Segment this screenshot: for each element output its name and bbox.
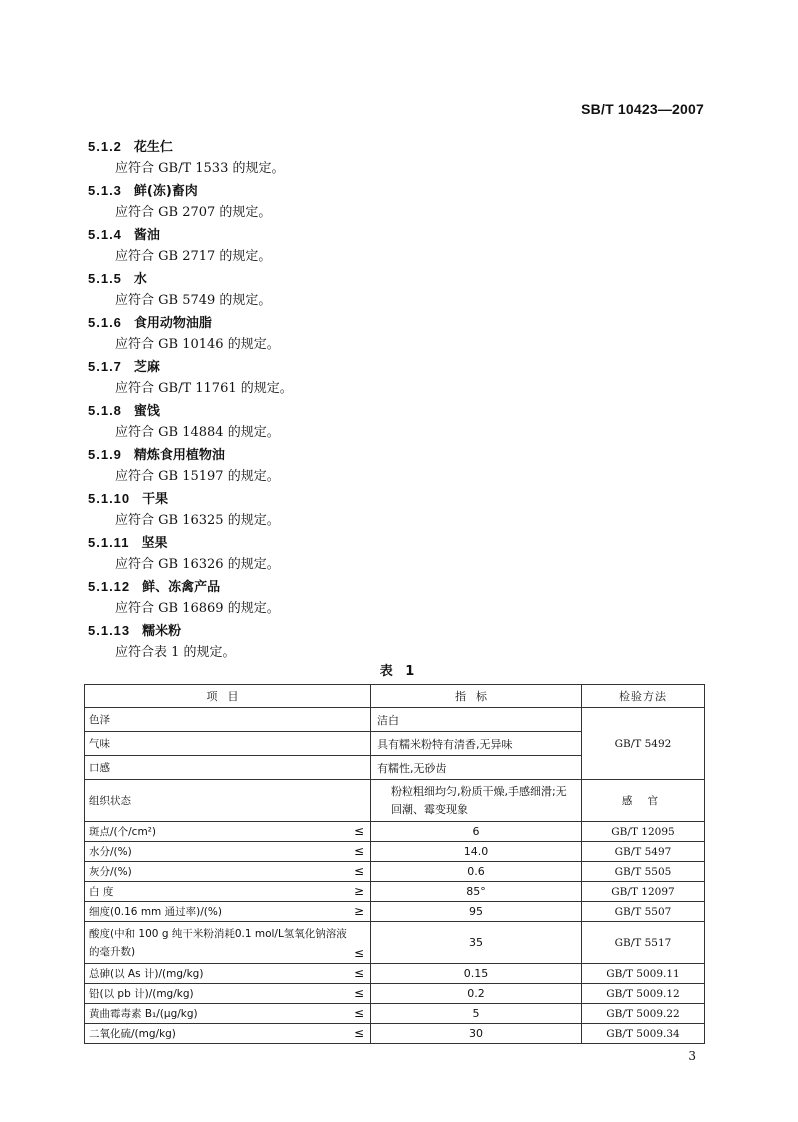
clause-number: 5.1.12 [88, 579, 131, 594]
clause-title: 坚果 [141, 536, 168, 551]
method-cell: GB/T 12097 [582, 882, 705, 902]
clause-text: 应符合表 1 的规定。 [115, 645, 236, 660]
value-cell: 粉粒粗细均匀,粉质干燥,手感细滑;无回潮、霉变现象 [371, 780, 582, 822]
value-cell: 14.0 [371, 842, 582, 862]
clause-text: 应符合 GB 16326 的规定。 [115, 557, 280, 572]
item-cell: 斑点/(个/cm²) ≤ [85, 822, 371, 842]
clause-title: 鲜、冻禽产品 [142, 580, 221, 595]
inequality-sign: ≤ [353, 1006, 364, 1020]
header-item: 项目 [85, 685, 371, 708]
clause [88, 224, 708, 268]
clause-title: 精炼食用植物油 [133, 448, 225, 463]
clause-text: 应符合 GB/T 1533 的规定。 [115, 161, 285, 176]
method-cell: GB/T 5009.11 [582, 964, 705, 984]
table-row [85, 842, 705, 862]
method-cell: GB/T 12095 [582, 822, 705, 842]
clause-text: 应符合 GB 16869 的规定。 [115, 601, 280, 616]
clause [88, 444, 708, 488]
clause-number: 5.1.10 [88, 491, 131, 506]
inequality-sign: ≤ [353, 966, 364, 980]
clause [88, 312, 708, 356]
value-cell: 0.6 [371, 862, 582, 882]
item-cell: 灰分/(%) ≤ [85, 862, 371, 882]
value-cell: 30 [371, 1024, 582, 1044]
page-number: 3 [688, 1049, 696, 1063]
clause [88, 488, 708, 532]
clause-number: 5.1.8 [88, 403, 122, 418]
clause-number: 5.1.13 [88, 623, 131, 638]
item-cell: 细度(0.16 mm 通过率)/(%) ≥ [85, 902, 371, 922]
header-value: 指标 [371, 685, 582, 708]
method-cell: 感 官 [582, 780, 705, 822]
table-row [85, 1004, 705, 1024]
clause-number: 5.1.7 [88, 359, 122, 374]
clause [88, 180, 708, 224]
inequality-sign: ≤ [353, 946, 364, 960]
clause-title: 鲜(冻)畜肉 [133, 184, 198, 199]
clause-title: 食用动物油脂 [133, 316, 212, 331]
clause [88, 136, 708, 180]
item-cell: 二氧化硫/(mg/kg) ≤ [85, 1024, 371, 1044]
clause [88, 400, 708, 444]
inequality-sign: ≤ [353, 844, 364, 858]
clause [88, 620, 708, 664]
table-row [85, 780, 705, 822]
value-cell: 有糯性,无砂齿 [371, 756, 582, 780]
clause-number: 5.1.9 [88, 447, 122, 462]
table-header-row [85, 685, 705, 708]
method-cell: GB/T 5507 [582, 902, 705, 922]
value-cell: 洁白 [371, 708, 582, 732]
value-cell: 95 [371, 902, 582, 922]
table-row [85, 984, 705, 1004]
item-cell: 色泽 [85, 708, 371, 732]
value-cell: 35 [371, 922, 582, 964]
method-cell: GB/T 5517 [582, 922, 705, 964]
value-cell: 85° [371, 882, 582, 902]
value-cell: 具有糯米粉特有清香,无异味 [371, 732, 582, 756]
clause-text: 应符合 GB 2707 的规定。 [115, 205, 272, 220]
header-method: 检验方法 [582, 685, 705, 708]
clause-list [88, 136, 708, 664]
clause [88, 576, 708, 620]
clause-number: 5.1.6 [88, 315, 122, 330]
clause-title: 花生仁 [133, 140, 173, 155]
table-row [85, 902, 705, 922]
item-cell: 口感 [85, 756, 371, 780]
clause-number: 5.1.11 [88, 535, 130, 550]
clause-title: 干果 [142, 492, 169, 507]
inequality-sign: ≥ [353, 884, 364, 898]
table-row [85, 708, 705, 732]
standard-code-header: SB/T 10423—2007 [581, 101, 704, 117]
value-cell: 6 [371, 822, 582, 842]
inequality-sign: ≤ [353, 986, 364, 1000]
clause-title: 芝麻 [133, 360, 160, 375]
clause-text: 应符合 GB 14884 的规定。 [115, 425, 280, 440]
clause-text: 应符合 GB 5749 的规定。 [115, 293, 272, 308]
item-cell: 酸度(中和 100 g 纯干米粉消耗0.1 mol/L氢氧化钠溶液的毫升数) ≤ [85, 922, 371, 964]
clause [88, 356, 708, 400]
value-cell: 0.15 [371, 964, 582, 984]
method-cell: GB/T 5009.12 [582, 984, 705, 1004]
method-cell: GB/T 5497 [582, 842, 705, 862]
clause-number: 5.1.3 [88, 183, 122, 198]
inequality-sign: ≤ [353, 1026, 364, 1040]
clause-text: 应符合 GB 10146 的规定。 [115, 337, 280, 352]
spec-table [84, 684, 705, 1044]
value-cell: 5 [371, 1004, 582, 1024]
clause-number: 5.1.2 [88, 139, 122, 154]
clause-title: 水 [133, 272, 147, 287]
clause-title: 糯米粉 [142, 624, 182, 639]
clause-title: 酱油 [133, 228, 160, 243]
clause [88, 268, 708, 312]
method-cell: GB/T 5492 [582, 708, 705, 780]
table-row [85, 882, 705, 902]
clause-text: 应符合 GB 2717 的规定。 [115, 249, 272, 264]
method-cell: GB/T 5505 [582, 862, 705, 882]
table-row [85, 1024, 705, 1044]
clause-number: 5.1.4 [88, 227, 122, 242]
clause-text: 应符合 GB 15197 的规定。 [115, 469, 280, 484]
clause-text: 应符合 GB/T 11761 的规定。 [115, 381, 293, 396]
inequality-sign: ≥ [353, 904, 364, 918]
item-cell: 黄曲霉毒素 B₁/(μg/kg) ≤ [85, 1004, 371, 1024]
method-cell: GB/T 5009.34 [582, 1024, 705, 1044]
inequality-sign: ≤ [353, 864, 364, 878]
clause-number: 5.1.5 [88, 271, 122, 286]
item-cell: 水分/(%) ≤ [85, 842, 371, 862]
item-cell: 组织状态 [85, 780, 371, 822]
item-cell: 总砷(以 As 计)/(mg/kg) ≤ [85, 964, 371, 984]
table-row [85, 862, 705, 882]
table-row [85, 822, 705, 842]
clause-title: 蜜饯 [133, 404, 160, 419]
table-caption: 表 1 [379, 664, 419, 679]
item-cell: 气味 [85, 732, 371, 756]
table-row [85, 922, 705, 964]
item-cell: 铅(以 pb 计)/(mg/kg) ≤ [85, 984, 371, 1004]
clause [88, 532, 708, 576]
clause-text: 应符合 GB 16325 的规定。 [115, 513, 280, 528]
item-cell: 白 度 ≥ [85, 882, 371, 902]
value-cell: 0.2 [371, 984, 582, 1004]
table-row [85, 964, 705, 984]
inequality-sign: ≤ [353, 824, 364, 838]
method-cell: GB/T 5009.22 [582, 1004, 705, 1024]
